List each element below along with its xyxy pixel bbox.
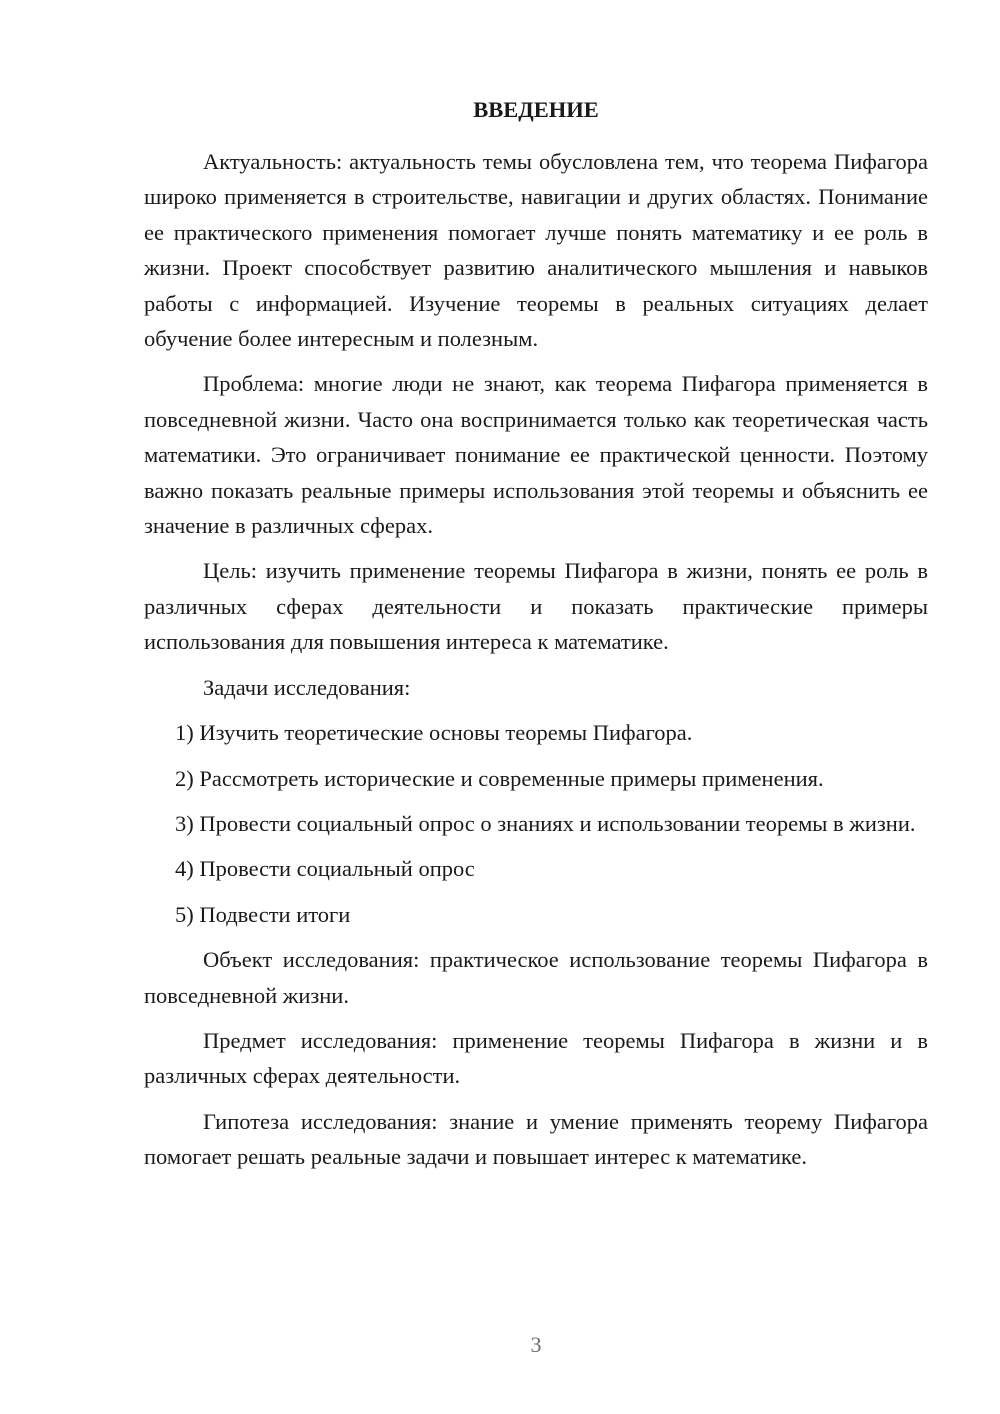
document-page	[144, 92, 928, 1185]
task-item: 1) Изучить теоретические основы теоремы Пифагора.	[175, 720, 693, 746]
task-item: 2) Рассмотреть исторические и современные примеры применения.	[175, 765, 824, 791]
tasks-heading: Задачи исследования:	[203, 674, 411, 700]
problem-paragraph: Проблема: многие люди не знают, как теорема Пифагора применяется в повседневной жизни. Часто она воспринимается только как теоретическая часть математики. Это ограничивает понимание ее практической ценности. Поэтому важно показать реальные примеры использования этой теоремы и объяснить ее значение в различных сферах.	[144, 371, 928, 539]
relevance-paragraph: Актуальность: актуальность темы обусловлена тем, что теорема Пифагора широко применяется в строительстве, навигации и других областях. Понимание ее практического применения помогает лучше понять математику и ее роль в жизни. Проект способствует развитию аналитического мышления и навыков работы с информацией. Изучение теоремы в реальных ситуациях делает обучение более интересным и полезным.	[144, 149, 928, 352]
task-item: 5) Подвести итоги	[175, 901, 351, 927]
subject-paragraph: Предмет исследования: применение теоремы Пифагора в жизни и в различных сферах деятельности.	[144, 1027, 928, 1089]
task-item: 3) Провести социальный опрос о знаниях и использовании теоремы в жизни.	[175, 810, 916, 836]
goal-paragraph: Цель: изучить применение теоремы Пифагора в жизни, понять ее роль в различных сферах деятельности и показать практические примеры использования для повышения интереса к математике.	[144, 558, 928, 655]
page-title: ВВЕДЕНИЕ	[473, 97, 599, 122]
hypothesis-paragraph: Гипотеза исследования: знание и умение применять теорему Пифагора помогает решать реальные задачи и повышает интерес к математике.	[144, 1108, 928, 1170]
task-item: 4) Провести социальный опрос	[175, 856, 475, 882]
page-number: 3	[530, 1332, 542, 1357]
object-paragraph: Объект исследования: практическое использование теоремы Пифагора в повседневной жизни.	[144, 947, 928, 1008]
